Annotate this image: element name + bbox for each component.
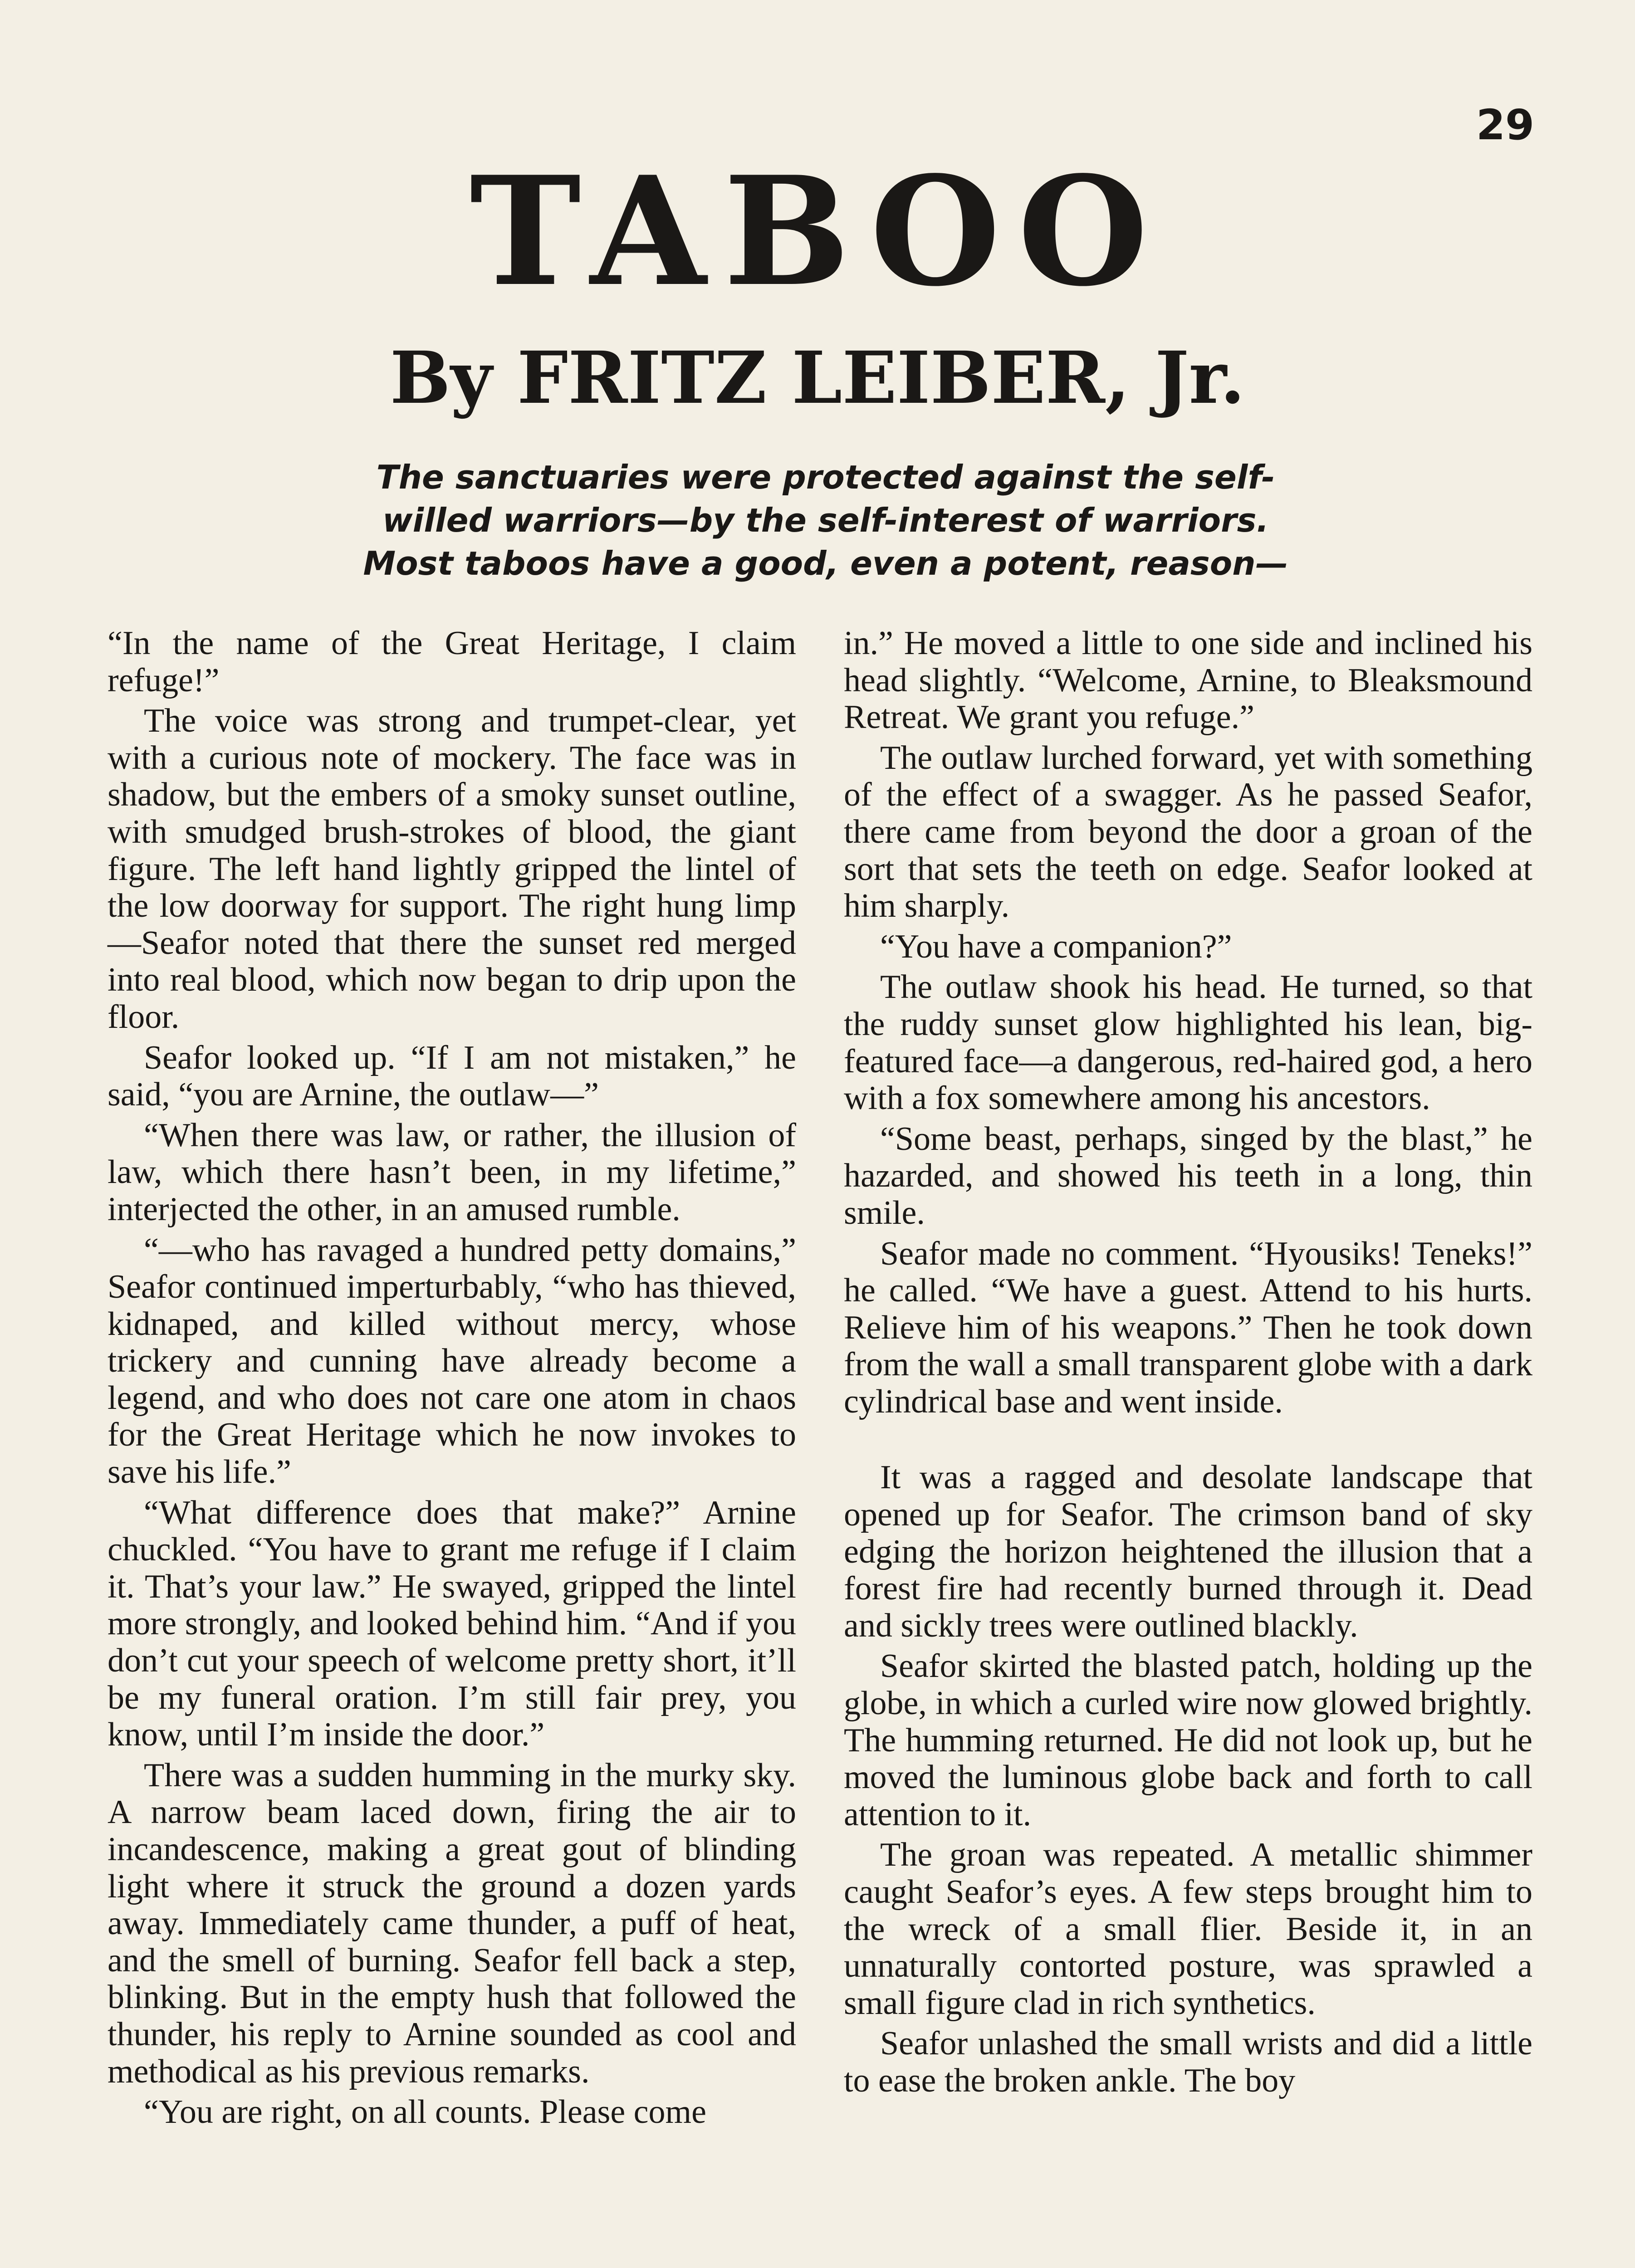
paragraph: “Some beast, perhaps, singed by the blast,” he hazarded, and showed his teeth in a long, thin smile. — [844, 1120, 1532, 1232]
paragraph: The outlaw lurched forward, yet with something of the effect of a swagger. As he passed Seafor, there came from beyond the door a groan of the sort that sets the teeth on edge. Seafor looked at him sharply. — [844, 739, 1532, 925]
paragraph: Seafor unlashed the small wrists and did a little to ease the broken ankle. The boy — [844, 2025, 1532, 2099]
left-column — [108, 625, 796, 2135]
paragraph: “What difference does that make?” Arnine chuckled. “You have to grant me refuge if I claim it. That’s your law.” He swayed, gripped the lintel more strongly, and looked behind him. “And if you don’t cut your speech of welcome pretty short, it’ll be my funeral oration. I’m still fair prey, you know, until I’m inside the door.” — [108, 1494, 796, 1754]
paragraph: It was a ragged and desolate landscape that opened up for Seafor. The crimson band of sky edging the horizon heightened the illusion that a forest fire had recently burned through it. Dead and sickly trees were outlined blackly. — [844, 1459, 1532, 1644]
paragraph: “—who has ravaged a hundred petty domains,” Seafor continued imperturbably, “who has thieved, kidnaped, and killed without mercy, whose trickery and cunning have already become a legend, and who does not care one atom in chaos for the Great Heritage which he now invokes to save his life.” — [108, 1231, 796, 1491]
paragraph — [108, 625, 796, 699]
paragraph: The voice was strong and trumpet-clear, yet with a curious note of mockery. The face was in shadow, but the embers of a smoky sunset outline, with smudged brush-strokes of blood, the giant figure. The left hand lightly gripped the lintel of the low doorway for support. The right hung limp—Seafor noted that there the sunset red merged into real blood, which now began to drip upon the floor. — [108, 702, 796, 1036]
paragraph: “You are right, on all counts. Please come — [144, 2093, 706, 2131]
paragraph: The groan was repeated. A metallic shimmer caught Seafor’s eyes. A few steps brought him to the wreck of a small flier. Beside it, in an unnaturally contorted posture, was sprawled a small figure clad in rich synthetics. — [844, 1836, 1532, 2022]
paragraph: in.” He moved a little to one side and inclined his head slightly. “Welcome, Arnine, to Bleaksmound Retreat. We grant you refuge.” — [844, 625, 1532, 736]
story-blurb — [331, 456, 1320, 585]
story-title: TABOO — [470, 143, 1165, 319]
blurb-line: Most taboos have a good, even a potent, reason— — [363, 544, 1288, 582]
blurb-line: The sanctuaries were protected against the self- — [376, 458, 1275, 496]
paragraph: There was a sudden humming in the murky sky. A narrow beam laced down, firing the air to incandescence, making a great gout of blinding light where it struck the ground a dozen yards away. Immediately came thunder, a puff of heat, and the smell of burning. Seafor fell back a step, blinking. But in the empty hush that followed the thunder, his reply to Arnine sounded as cool and methodical as his previous remarks. — [108, 1756, 796, 2090]
opening-words: “In — [108, 625, 151, 662]
right-column — [844, 625, 1532, 2103]
page-number: 29 — [1476, 101, 1534, 149]
paragraph: “When there was law, or rather, the illusion of law, which there hasn’t been, in my lifetime,” interjected the other, in an amused rumble. — [108, 1116, 796, 1228]
author-byline: By FRITZ LEIBER, Jr. — [390, 336, 1245, 420]
opening-sentence: the name of the Great Heritage, I claim refuge!” — [108, 625, 796, 699]
paragraph: Seafor made no comment. “Hyousiks! Teneks!” he called. “We have a guest. Attend to his hurts. Relieve him of his weapons.” Then he took down from the wall a small transparent globe with a dark cylindrical base and went inside. — [844, 1235, 1532, 1420]
paragraph: Seafor looked up. “If I am not mistaken,” he said, “you are Arnine, the outlaw—” — [108, 1039, 796, 1114]
paragraph: “You have a companion?” — [880, 928, 1232, 965]
paragraph: Seafor skirted the blasted patch, holding up the globe, in which a curled wire now glowed brightly. The humming returned. He did not look up, but he moved the luminous globe back and forth to call attention to it. — [844, 1647, 1532, 1833]
blurb-line: willed warriors—by the self-interest of warriors. — [382, 501, 1269, 539]
paragraph: The outlaw shook his head. He turned, so that the ruddy sunset glow highlighted his lean, big-featured face—a dangerous, red-haired god, a hero with a fox somewhere among his ancestors. — [844, 968, 1532, 1117]
